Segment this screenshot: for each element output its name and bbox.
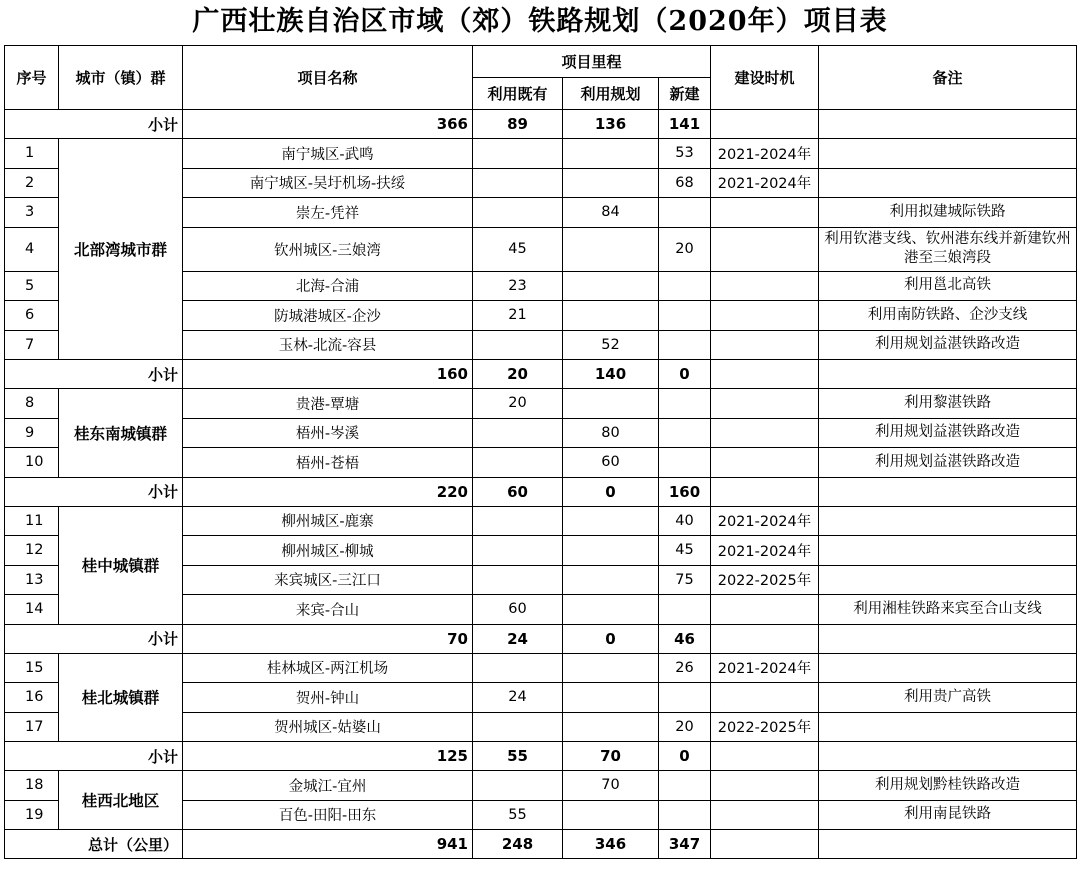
project-note: 利用南防铁路、企沙支线 — [819, 301, 1077, 331]
planned-mileage — [563, 536, 659, 566]
row-seq: 14 — [5, 595, 59, 625]
row-seq: 3 — [5, 198, 59, 228]
new-mileage: 75 — [659, 565, 711, 595]
subtotal-row-new: 0 — [659, 360, 711, 389]
subtotal-row-label: 小计 — [5, 742, 183, 771]
existing-mileage — [473, 712, 563, 742]
row-seq: 10 — [5, 448, 59, 478]
existing-mileage: 21 — [473, 301, 563, 331]
project-note — [819, 506, 1077, 536]
planned-mileage — [563, 168, 659, 198]
subtotal-row-period — [711, 477, 819, 506]
row-seq: 8 — [5, 389, 59, 419]
project-note: 利用湘桂铁路来宾至合山支线 — [819, 595, 1077, 625]
row-seq: 17 — [5, 712, 59, 742]
new-mileage — [659, 418, 711, 448]
construction-period — [711, 683, 819, 713]
header-city-group: 城市（镇）群 — [59, 46, 183, 110]
table-row — [5, 771, 1077, 801]
construction-period — [711, 448, 819, 478]
project-name: 南宁城区-武鸣 — [183, 139, 473, 169]
project-note — [819, 168, 1077, 198]
subtotal-row-label: 小计 — [5, 477, 183, 506]
row-seq: 18 — [5, 771, 59, 801]
planned-mileage — [563, 595, 659, 625]
planned-mileage — [563, 301, 659, 331]
subtotal-row — [5, 624, 1077, 653]
project-note: 利用贵广高铁 — [819, 683, 1077, 713]
row-seq: 16 — [5, 683, 59, 713]
subtotal-row-mileage-total: 125 — [183, 742, 473, 771]
new-mileage: 26 — [659, 653, 711, 683]
table-row — [5, 506, 1077, 536]
planned-mileage — [563, 389, 659, 419]
project-note: 利用规划益湛铁路改造 — [819, 448, 1077, 478]
project-name: 贵港-覃塘 — [183, 389, 473, 419]
project-name: 桂林城区-两江机场 — [183, 653, 473, 683]
new-mileage — [659, 800, 711, 830]
construction-period: 2021-2024年 — [711, 536, 819, 566]
project-name: 梧州-苍梧 — [183, 448, 473, 478]
planned-mileage — [563, 271, 659, 301]
header-project-name: 项目名称 — [183, 46, 473, 110]
construction-period: 2021-2024年 — [711, 139, 819, 169]
construction-period — [711, 800, 819, 830]
subtotal-row — [5, 742, 1077, 771]
project-note: 利用拟建城际铁路 — [819, 198, 1077, 228]
project-note: 利用规划益湛铁路改造 — [819, 418, 1077, 448]
existing-mileage — [473, 418, 563, 448]
planned-mileage — [563, 139, 659, 169]
subtotal-row-planned: 0 — [563, 624, 659, 653]
subtotal-row-note — [819, 477, 1077, 506]
subtotal-row-label: 小计 — [5, 110, 183, 139]
existing-mileage — [473, 536, 563, 566]
subtotal-row-period — [711, 624, 819, 653]
new-mileage — [659, 771, 711, 801]
subtotal-row-existing: 24 — [473, 624, 563, 653]
subtotal-row-period — [711, 110, 819, 139]
existing-mileage: 20 — [473, 389, 563, 419]
row-seq: 7 — [5, 330, 59, 360]
subtotal-row-existing: 60 — [473, 477, 563, 506]
project-note — [819, 139, 1077, 169]
existing-mileage: 55 — [473, 800, 563, 830]
project-name: 来宾-合山 — [183, 595, 473, 625]
table-row — [5, 389, 1077, 419]
construction-period — [711, 330, 819, 360]
construction-period — [711, 271, 819, 301]
subtotal-row-mileage-total: 160 — [183, 360, 473, 389]
row-seq: 1 — [5, 139, 59, 169]
subtotal-row-new: 141 — [659, 110, 711, 139]
project-note: 利用钦港支线、钦州港东线并新建钦州港至三娘湾段 — [819, 227, 1077, 271]
subtotal-row-label: 小计 — [5, 624, 183, 653]
project-note — [819, 536, 1077, 566]
existing-mileage: 60 — [473, 595, 563, 625]
planned-mileage — [563, 506, 659, 536]
new-mileage: 20 — [659, 227, 711, 271]
project-note: 利用邕北高铁 — [819, 271, 1077, 301]
grand-total-row-label: 总计（公里） — [5, 830, 183, 859]
header-new: 新建 — [659, 78, 711, 110]
planned-mileage: 52 — [563, 330, 659, 360]
grand-total-row-period — [711, 830, 819, 859]
existing-mileage — [473, 506, 563, 536]
subtotal-row-note — [819, 742, 1077, 771]
existing-mileage — [473, 771, 563, 801]
subtotal-row-planned: 0 — [563, 477, 659, 506]
project-name: 贺州-钟山 — [183, 683, 473, 713]
project-name: 来宾城区-三江口 — [183, 565, 473, 595]
project-name: 金城江-宜州 — [183, 771, 473, 801]
subtotal-row-note — [819, 360, 1077, 389]
new-mileage — [659, 330, 711, 360]
subtotal-row-existing: 55 — [473, 742, 563, 771]
construction-period — [711, 389, 819, 419]
construction-period — [711, 595, 819, 625]
planned-mileage — [563, 712, 659, 742]
row-seq: 4 — [5, 227, 59, 271]
existing-mileage — [473, 330, 563, 360]
project-name: 南宁城区-吴圩机场-扶绥 — [183, 168, 473, 198]
city-group-cell: 桂东南城镇群 — [59, 389, 183, 478]
construction-period: 2022-2025年 — [711, 712, 819, 742]
existing-mileage — [473, 448, 563, 478]
page-title: 广西壮族自治区市域（郊）铁路规划（2020年）项目表 — [192, 6, 888, 37]
row-seq: 11 — [5, 506, 59, 536]
subtotal-row-label: 小计 — [5, 360, 183, 389]
project-name: 玉林-北流-容县 — [183, 330, 473, 360]
existing-mileage — [473, 198, 563, 228]
existing-mileage: 45 — [473, 227, 563, 271]
project-note: 利用黎湛铁路 — [819, 389, 1077, 419]
header-planned: 利用规划 — [563, 78, 659, 110]
subtotal-row-planned: 70 — [563, 742, 659, 771]
subtotal-row-note — [819, 624, 1077, 653]
subtotal-row — [5, 110, 1077, 139]
city-group-cell: 桂中城镇群 — [59, 506, 183, 624]
subtotal-row-mileage-total: 70 — [183, 624, 473, 653]
project-name: 柳州城区-柳城 — [183, 536, 473, 566]
construction-period — [711, 418, 819, 448]
planned-mileage — [563, 653, 659, 683]
construction-period: 2021-2024年 — [711, 653, 819, 683]
planned-mileage — [563, 227, 659, 271]
new-mileage — [659, 301, 711, 331]
header-note: 备注 — [819, 46, 1077, 110]
city-group-cell: 桂西北地区 — [59, 771, 183, 830]
planned-mileage — [563, 683, 659, 713]
table-row — [5, 139, 1077, 169]
grand-total-row-planned: 346 — [563, 830, 659, 859]
planned-mileage: 84 — [563, 198, 659, 228]
construction-period — [711, 227, 819, 271]
grand-total-row-new: 347 — [659, 830, 711, 859]
subtotal-row-new: 0 — [659, 742, 711, 771]
new-mileage: 53 — [659, 139, 711, 169]
table-row — [5, 653, 1077, 683]
row-seq: 6 — [5, 301, 59, 331]
subtotal-row-existing: 89 — [473, 110, 563, 139]
construction-period: 2022-2025年 — [711, 565, 819, 595]
project-note: 利用南昆铁路 — [819, 800, 1077, 830]
existing-mileage — [473, 565, 563, 595]
project-note: 利用规划黔桂铁路改造 — [819, 771, 1077, 801]
header-seq: 序号 — [5, 46, 59, 110]
project-note — [819, 565, 1077, 595]
existing-mileage: 24 — [473, 683, 563, 713]
subtotal-row-note — [819, 110, 1077, 139]
construction-period — [711, 198, 819, 228]
subtotal-row-new: 160 — [659, 477, 711, 506]
new-mileage — [659, 448, 711, 478]
subtotal-row-mileage-total: 220 — [183, 477, 473, 506]
row-seq: 9 — [5, 418, 59, 448]
row-seq: 2 — [5, 168, 59, 198]
project-note: 利用规划益湛铁路改造 — [819, 330, 1077, 360]
subtotal-row-planned: 140 — [563, 360, 659, 389]
grand-total-row — [5, 830, 1077, 859]
city-group-cell: 北部湾城市群 — [59, 139, 183, 360]
project-name: 北海-合浦 — [183, 271, 473, 301]
row-seq: 5 — [5, 271, 59, 301]
subtotal-row — [5, 360, 1077, 389]
existing-mileage — [473, 653, 563, 683]
project-name: 梧州-岑溪 — [183, 418, 473, 448]
new-mileage: 40 — [659, 506, 711, 536]
new-mileage — [659, 389, 711, 419]
planned-mileage: 60 — [563, 448, 659, 478]
existing-mileage — [473, 139, 563, 169]
planned-mileage: 80 — [563, 418, 659, 448]
construction-period — [711, 771, 819, 801]
subtotal-row-existing: 20 — [473, 360, 563, 389]
grand-total-row-existing: 248 — [473, 830, 563, 859]
planned-mileage — [563, 565, 659, 595]
project-name: 钦州城区-三娘湾 — [183, 227, 473, 271]
new-mileage: 68 — [659, 168, 711, 198]
grand-total-row-mileage-total: 941 — [183, 830, 473, 859]
new-mileage — [659, 198, 711, 228]
subtotal-row-period — [711, 742, 819, 771]
project-note — [819, 712, 1077, 742]
project-name: 百色-田阳-田东 — [183, 800, 473, 830]
header-period: 建设时机 — [711, 46, 819, 110]
subtotal-row-mileage-total: 366 — [183, 110, 473, 139]
new-mileage — [659, 683, 711, 713]
subtotal-row-period — [711, 360, 819, 389]
planned-mileage: 70 — [563, 771, 659, 801]
project-note — [819, 653, 1077, 683]
construction-period: 2021-2024年 — [711, 168, 819, 198]
construction-period — [711, 301, 819, 331]
railway-plan-table — [4, 45, 1077, 859]
new-mileage: 45 — [659, 536, 711, 566]
header-mileage: 项目里程 — [473, 46, 711, 78]
row-seq: 12 — [5, 536, 59, 566]
construction-period: 2021-2024年 — [711, 506, 819, 536]
subtotal-row-planned: 136 — [563, 110, 659, 139]
grand-total-row-note — [819, 830, 1077, 859]
row-seq: 13 — [5, 565, 59, 595]
subtotal-row — [5, 477, 1077, 506]
new-mileage — [659, 595, 711, 625]
planned-mileage — [563, 800, 659, 830]
project-name: 柳州城区-鹿寨 — [183, 506, 473, 536]
project-name: 崇左-凭祥 — [183, 198, 473, 228]
new-mileage: 20 — [659, 712, 711, 742]
city-group-cell: 桂北城镇群 — [59, 653, 183, 742]
row-seq: 15 — [5, 653, 59, 683]
row-seq: 19 — [5, 800, 59, 830]
existing-mileage: 23 — [473, 271, 563, 301]
header-existing: 利用既有 — [473, 78, 563, 110]
subtotal-row-new: 46 — [659, 624, 711, 653]
project-name: 防城港城区-企沙 — [183, 301, 473, 331]
new-mileage — [659, 271, 711, 301]
project-name: 贺州城区-姑婆山 — [183, 712, 473, 742]
existing-mileage — [473, 168, 563, 198]
